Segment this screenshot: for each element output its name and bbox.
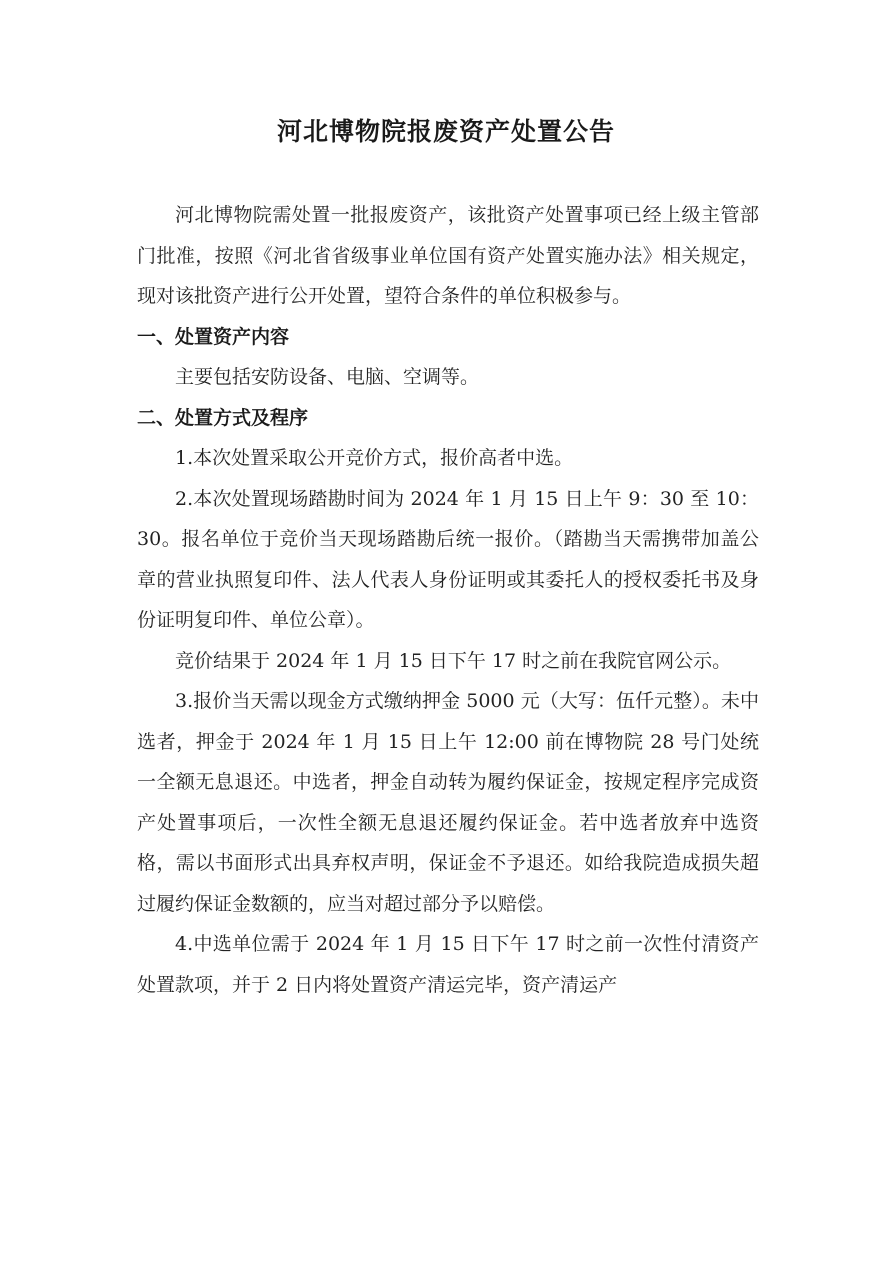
result-announcement-paragraph: 竞价结果于 2024 年 1 月 15 日下午 17 时之前在我院官网公示。 [175, 649, 732, 672]
method-item-3: 3.报价当天需以现金方式缴纳押金 5000 元（大写：伍仟元整）。未中选者，押金于 2024 年 1 月 15 日上午 12:00 前在博物院 28 号门处统一全额无息退还。中选者，押金自动转为履约保证金，按规定程序完成资产处置事项后，一次性全额无息退还履约保证金。若中选者放弃中选资格，需以书面形式出具弃权声明，保证金不予退还。如给我院造成损失超过履约保证金数额的，应当对超过部分予以赔偿。 [137, 690, 759, 915]
document-body [137, 195, 759, 1005]
method-item-2: 2.本次处置现场踏勘时间为 2024 年 1 月 15 日上午 9：30 至 10：30。报名单位于竞价当天现场踏勘后统一报价。（踏勘当天需携带加盖公章的营业执照复印件、法人代表人身份证明或其委托人的授权委托书及身份证明复印件、单位公章）。 [137, 487, 759, 631]
document-title: 河北博物院报废资产处置公告 [276, 117, 615, 146]
intro-paragraph: 河北博物院需处置一批报废资产，该批资产处置事项已经上级主管部门批准，按照《河北省省级事业单位国有资产处置实施办法》相关规定，现对该批资产进行公开处置，望符合条件的单位积极参与。 [137, 204, 759, 307]
section-heading-disposal-content: 一、处置资产内容 [137, 325, 290, 348]
section-heading-disposal-method: 二、处置方式及程序 [137, 406, 309, 429]
method-item-4: 4.中选单位需于 2024 年 1 月 15 日下午 17 时之前一次性付清资产处置款项，并于 2 日内将处置资产清运完毕，资产清运产 [137, 933, 759, 996]
section-content-paragraph: 主要包括安防设备、电脑、空调等。 [175, 366, 480, 388]
method-item-1: 1.本次处置采取公开竞价方式，报价高者中选。 [175, 447, 574, 469]
